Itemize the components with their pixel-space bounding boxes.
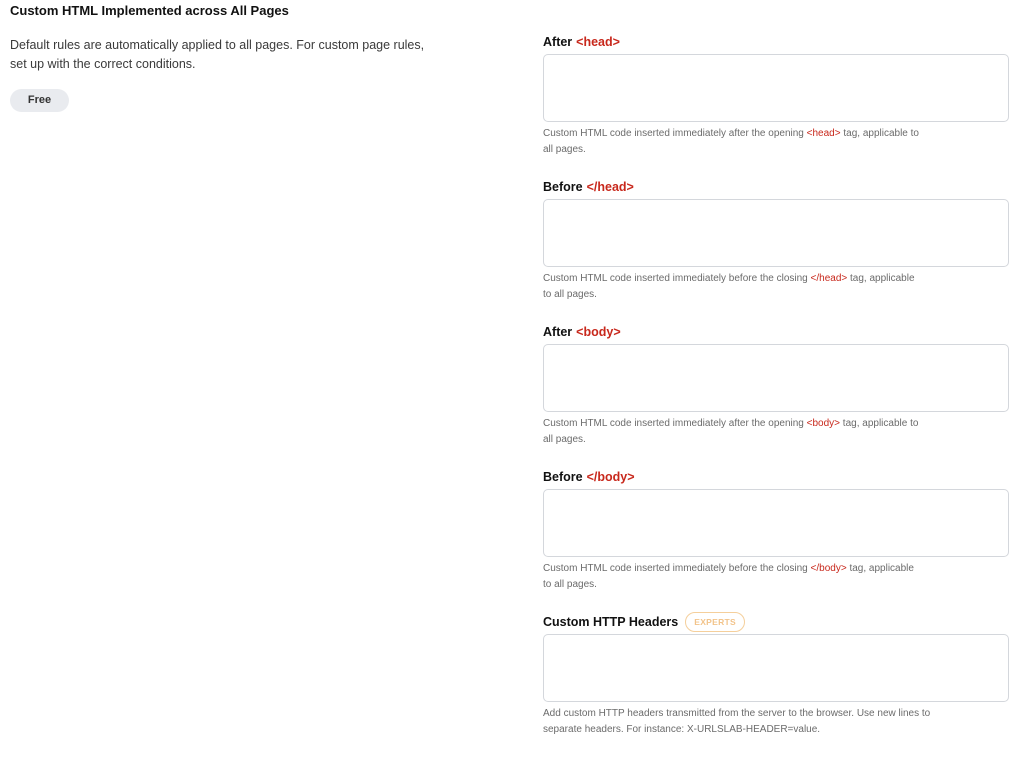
before-body-help-pre: Custom HTML code inserted immediately before the closing (543, 563, 811, 574)
free-badge: Free (10, 89, 69, 112)
before-head-label-tag: </head> (586, 180, 634, 194)
http-headers-label-text: Custom HTTP Headers (543, 615, 679, 629)
after-body-help (543, 416, 923, 448)
http-headers-field (543, 613, 1009, 738)
http-headers-label (543, 613, 1009, 631)
before-head-help (543, 271, 923, 303)
before-head-label (543, 178, 1009, 196)
after-head-input[interactable] (543, 54, 1009, 122)
after-head-field (543, 33, 1009, 158)
section-description: Default rules are automatically applied to all pages. For custom page rules, set up with the correct conditions. (10, 38, 425, 71)
after-body-help-tag: <body> (806, 418, 841, 429)
after-head-label-text: After (543, 35, 573, 49)
after-body-help-pre: Custom HTML code inserted immediately after the opening (543, 418, 807, 429)
after-head-help (543, 126, 923, 158)
before-body-field (543, 468, 1009, 593)
before-body-label (543, 468, 1009, 486)
before-body-help-tag: </body> (810, 563, 847, 574)
before-body-label-text: Before (543, 470, 583, 484)
before-head-help-post: tag, applicable to all pages. (543, 273, 915, 300)
after-head-help-post: tag, applicable to all pages. (543, 128, 919, 155)
before-head-input[interactable] (543, 199, 1009, 267)
experts-badge: EXPERTS (685, 612, 745, 632)
before-body-help-post: tag, applicable to all pages. (543, 563, 914, 590)
section-title: Custom HTML Implemented across All Pages (10, 3, 289, 18)
before-body-help (543, 561, 923, 593)
http-headers-help: Add custom HTTP headers transmitted from the server to the browser. Use new lines to separate headers. For instance: X-URLSLAB-HEADER=value. (543, 708, 931, 735)
after-head-help-pre: Custom HTML code inserted immediately after the opening (543, 128, 807, 139)
after-body-label-tag: <body> (576, 325, 621, 339)
before-head-field (543, 178, 1009, 303)
after-head-help-tag: <head> (806, 128, 841, 139)
after-body-label-text: After (543, 325, 573, 339)
before-head-help-pre: Custom HTML code inserted immediately before the closing (543, 273, 811, 284)
before-head-help-tag: </head> (810, 273, 848, 284)
before-body-input[interactable] (543, 489, 1009, 557)
before-head-label-text: Before (543, 180, 583, 194)
http-headers-input[interactable] (543, 634, 1009, 702)
after-body-label (543, 323, 1009, 341)
after-head-label (543, 33, 1009, 51)
after-head-label-tag: <head> (576, 35, 620, 49)
after-body-help-post: tag, applicable to all pages. (543, 418, 919, 445)
before-body-label-tag: </body> (586, 470, 635, 484)
after-body-field (543, 323, 1009, 448)
after-body-input[interactable] (543, 344, 1009, 412)
